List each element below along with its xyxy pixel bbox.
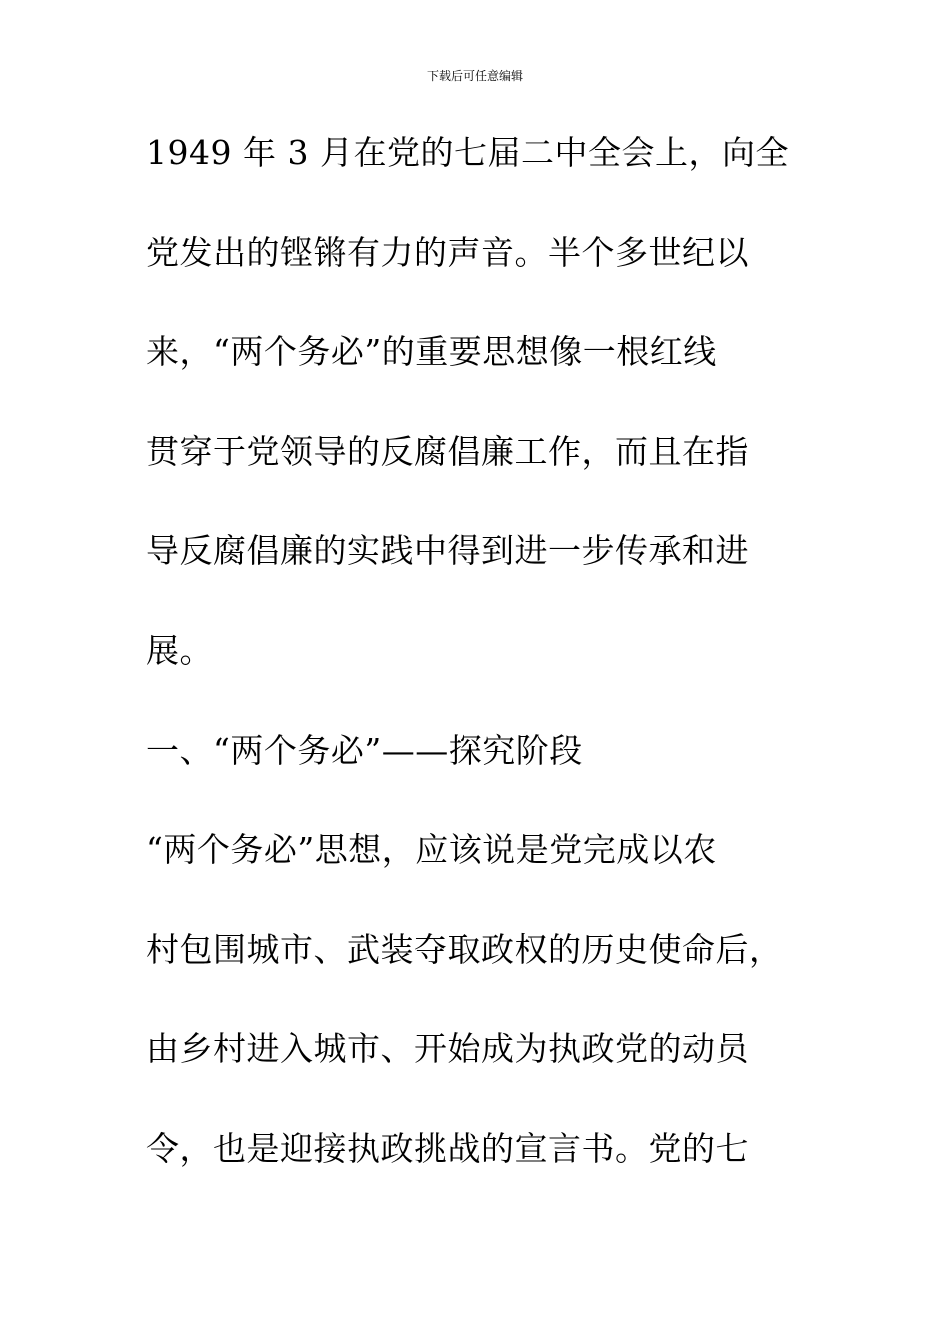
paragraph-line: 村包围城市、武装夺取政权的历史使命后，: [146, 929, 783, 969]
paragraph-line: 由乡村进入城市、开始成为执政党的动员: [146, 1029, 749, 1069]
paragraph-line: 党发出的铿锵有力的声音。半个多世纪以: [146, 232, 749, 272]
section-heading: 一、“两个务必”——探究阶段: [146, 730, 583, 770]
paragraph-line: 展。: [146, 630, 213, 670]
paragraph-line: 1949 年 3 月在党的七届二中全会上，向全: [146, 133, 789, 172]
document-body: [146, 128, 826, 1224]
paragraph-line: 令，也是迎接执政挑战的宣言书。党的七: [146, 1128, 749, 1168]
paragraph-line: “两个务必”思想，应该说是党完成以农: [146, 830, 717, 870]
paragraph-line: 来，“两个务必”的重要思想像一根红线: [146, 332, 717, 372]
paragraph-line: 导反腐倡廉的实践中得到进一步传承和进: [146, 531, 749, 571]
paragraph-line: 贯穿于党领导的反腐倡廉工作，而且在指: [146, 431, 749, 471]
page-header-note: 下载后可任意编辑: [426, 69, 523, 83]
